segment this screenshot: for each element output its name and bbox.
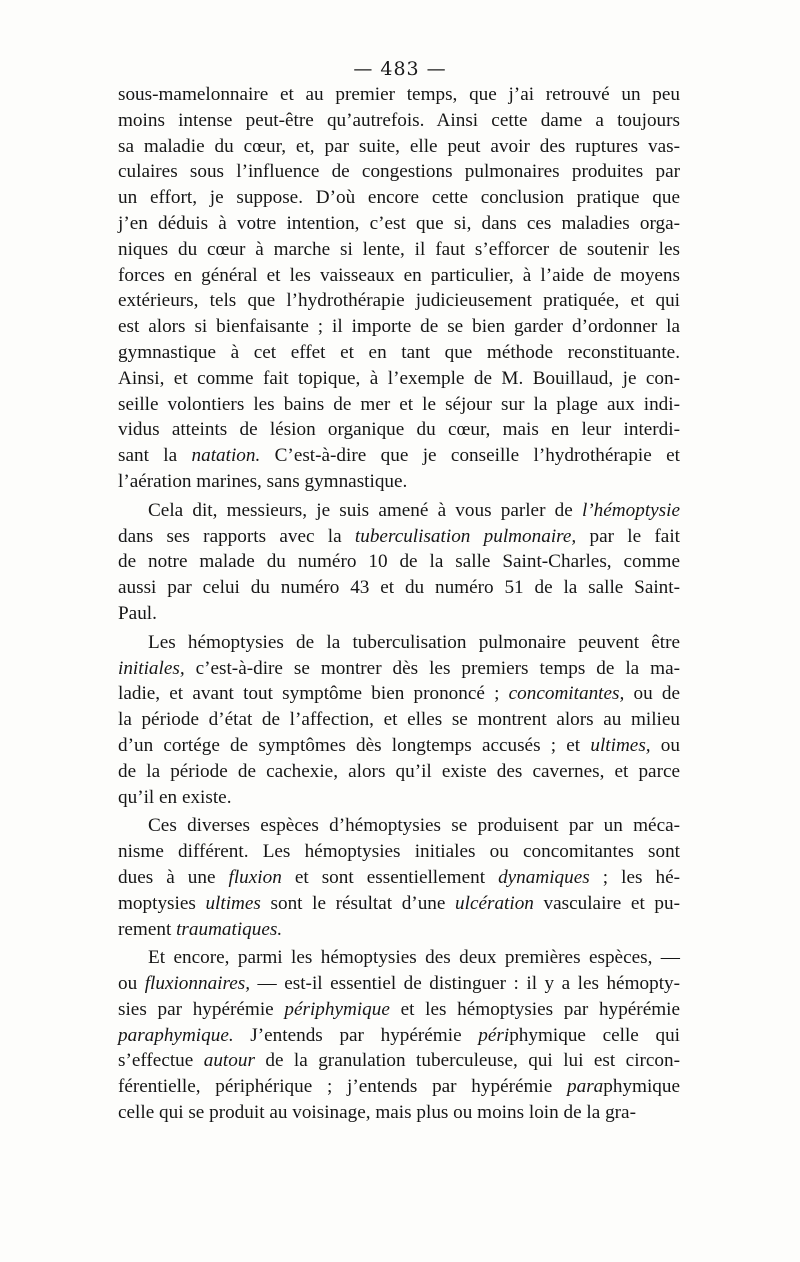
paragraph	[118, 945, 680, 1126]
paragraph	[118, 82, 680, 495]
text-run: c’est-à-dire se montrer dès les premiers temps de la ma-	[184, 657, 680, 679]
text-run: phymique	[603, 1076, 680, 1098]
text-run: aussi par celui du numéro 43 et du numéro 51 de la salle Saint-	[118, 577, 680, 599]
text-run: Paul.	[118, 602, 157, 624]
italic-term: ulcération	[455, 892, 534, 914]
italic-term: concomitantes,	[508, 683, 625, 705]
text-line	[118, 1100, 680, 1126]
text-run: et sont essentiellement	[281, 866, 499, 888]
text-line	[118, 630, 680, 656]
text-line	[118, 945, 680, 971]
text-line	[118, 340, 680, 366]
italic-term: traumatiques.	[176, 918, 283, 940]
text-run: seille volontiers les bains de mer et le séjour sur la plage aux indi-	[118, 393, 680, 415]
text-line	[118, 601, 680, 627]
text-line	[118, 1048, 680, 1074]
body-text	[118, 82, 680, 1126]
text-run: gymnastique à cet effet et en tant que méthode reconstituante.	[118, 341, 680, 363]
text-run: est alors si bienfaisante ; il importe de se bien garder d’ordonner la	[118, 316, 680, 338]
italic-term: fluxion	[228, 866, 282, 888]
text-line	[118, 759, 680, 785]
text-run: l’aération marines, sans gymnastique.	[118, 470, 408, 492]
italic-term: l’hémoptysie	[581, 499, 680, 521]
paragraph	[118, 630, 680, 811]
text-run: d’un cortége de symptômes dès longtemps accusés ; et	[118, 734, 591, 756]
text-line	[118, 185, 680, 211]
italic-term: tuberculisation pulmonaire,	[354, 525, 577, 547]
italic-term: fluxionnaires,	[144, 973, 251, 995]
text-line	[118, 159, 680, 185]
text-run: Ainsi, et comme fait topique, à l’exemple de M. Bouillaud, je con-	[118, 367, 680, 389]
text-line	[118, 865, 680, 891]
text-run: un effort, je suppose. D’où encore cette conclusion pratique que	[118, 187, 680, 209]
text-line	[118, 314, 680, 340]
text-line	[118, 417, 680, 443]
text-run: C’est-à-dire que je conseille l’hydrothérapie et	[260, 445, 680, 467]
text-line	[118, 971, 680, 997]
text-line	[118, 82, 680, 108]
text-line	[118, 237, 680, 263]
text-run: extérieurs, tels que l’hydrothérapie judicieusement pratiquée, et qui	[118, 290, 680, 312]
text-line	[118, 917, 680, 943]
italic-term: para	[567, 1076, 604, 1098]
text-run: forces en général et les vaisseaux en particulier, à l’aide de moyens	[118, 264, 680, 286]
text-run: — est-il essentiel de distinguer : il y a les hémopty-	[250, 973, 681, 995]
text-run: de la granulation tuberculeuse, qui lui est circon-	[254, 1050, 681, 1072]
text-run: niques du cœur à marche si lente, il faut s’efforcer de soutenir les	[118, 238, 680, 260]
text-run: s’effectue	[118, 1050, 204, 1072]
text-line	[118, 549, 680, 575]
text-run: de notre malade du numéro 10 de la salle Saint-Charles, comme	[118, 551, 680, 573]
text-run: moins intense peut-être qu’autrefois. Ainsi cette dame a toujours	[118, 109, 680, 131]
text-line	[118, 498, 680, 524]
italic-term: ultimes,	[590, 734, 651, 756]
text-run: Ces diverses espèces d’hémoptysies se produisent par un méca-	[148, 815, 680, 837]
text-run: culaires sous l’influence de congestions pulmonaires produites par	[118, 161, 680, 183]
italic-term: dynamiques	[498, 866, 590, 888]
text-run: j’en déduis à votre intention, c’est que si, dans ces maladies orga-	[118, 212, 680, 234]
text-line	[118, 288, 680, 314]
text-line	[118, 575, 680, 601]
text-run: ; les hé-	[589, 866, 680, 888]
text-run: moptysies	[118, 892, 206, 914]
text-line	[118, 366, 680, 392]
text-run: vasculaire et pu-	[533, 892, 680, 914]
text-line	[118, 785, 680, 811]
italic-term: ultimes	[205, 892, 261, 914]
text-run: par le fait	[576, 525, 680, 547]
text-run: la période d’état de l’affection, et elles se montrent alors au milieu	[118, 709, 680, 731]
text-line	[118, 681, 680, 707]
italic-term: natation.	[191, 445, 261, 467]
text-run: rement	[118, 918, 177, 940]
text-line	[118, 839, 680, 865]
text-line	[118, 134, 680, 160]
text-run: qu’il en existe.	[118, 786, 232, 808]
text-run: sont le résultat d’une	[260, 892, 456, 914]
italic-term: paraphymique.	[118, 1024, 234, 1046]
text-run: vidus atteints de lésion organique du cœur, mais en leur interdi-	[118, 419, 680, 441]
text-run: celle qui se produit au voisinage, mais plus ou moins loin de la gra-	[118, 1102, 636, 1124]
text-run: J’entends par hypérémie	[233, 1024, 479, 1046]
text-line	[118, 392, 680, 418]
text-run: sa maladie du cœur, et, par suite, elle peut avoir des ruptures vas-	[118, 135, 680, 157]
italic-term: initiales,	[118, 657, 185, 679]
text-line	[118, 263, 680, 289]
text-line	[118, 1074, 680, 1100]
text-line	[118, 891, 680, 917]
text-line	[118, 707, 680, 733]
text-run: ladie, et avant tout symptôme bien prononcé ;	[118, 683, 509, 705]
text-run: nisme différent. Les hémoptysies initiales ou concomitantes sont	[118, 841, 680, 863]
text-run: Cela dit, messieurs, je suis amené à vous parler de	[148, 499, 582, 521]
text-line	[118, 443, 680, 469]
text-line	[118, 813, 680, 839]
text-run: ou	[118, 973, 145, 995]
text-line	[118, 524, 680, 550]
text-run: dans ses rapports avec la	[118, 525, 355, 547]
italic-term: péri	[478, 1024, 510, 1046]
text-run: de la période de cachexie, alors qu’il existe des cavernes, et parce	[118, 760, 680, 782]
text-line	[118, 656, 680, 682]
text-run: sies par hypérémie	[118, 998, 285, 1020]
text-line	[118, 1023, 680, 1049]
italic-term: périphymique	[284, 998, 390, 1020]
text-run: Et encore, parmi les hémoptysies des deux premières espèces, —	[148, 947, 680, 969]
text-line	[118, 211, 680, 237]
paragraph	[118, 813, 680, 942]
text-run: dues à une	[118, 866, 229, 888]
text-run: Les hémoptysies de la tuberculisation pulmonaire peuvent être	[148, 631, 680, 653]
text-line	[118, 469, 680, 495]
text-run: ou	[650, 734, 680, 756]
text-run: sant la	[118, 445, 192, 467]
text-line	[118, 108, 680, 134]
text-run: férentielle, périphérique ; j’entends par hypérémie	[118, 1076, 567, 1098]
text-line	[118, 997, 680, 1023]
page-number: — 483 —	[353, 58, 447, 80]
text-run: et les hémoptysies par hypérémie	[389, 998, 680, 1020]
text-run: phymique celle qui	[509, 1024, 680, 1046]
italic-term: autour	[203, 1050, 255, 1072]
text-run: sous-mamelonnaire et au premier temps, que j’ai retrouvé un peu	[118, 84, 680, 105]
text-run: ou de	[624, 683, 680, 705]
text-line	[118, 733, 680, 759]
paragraph	[118, 498, 680, 627]
